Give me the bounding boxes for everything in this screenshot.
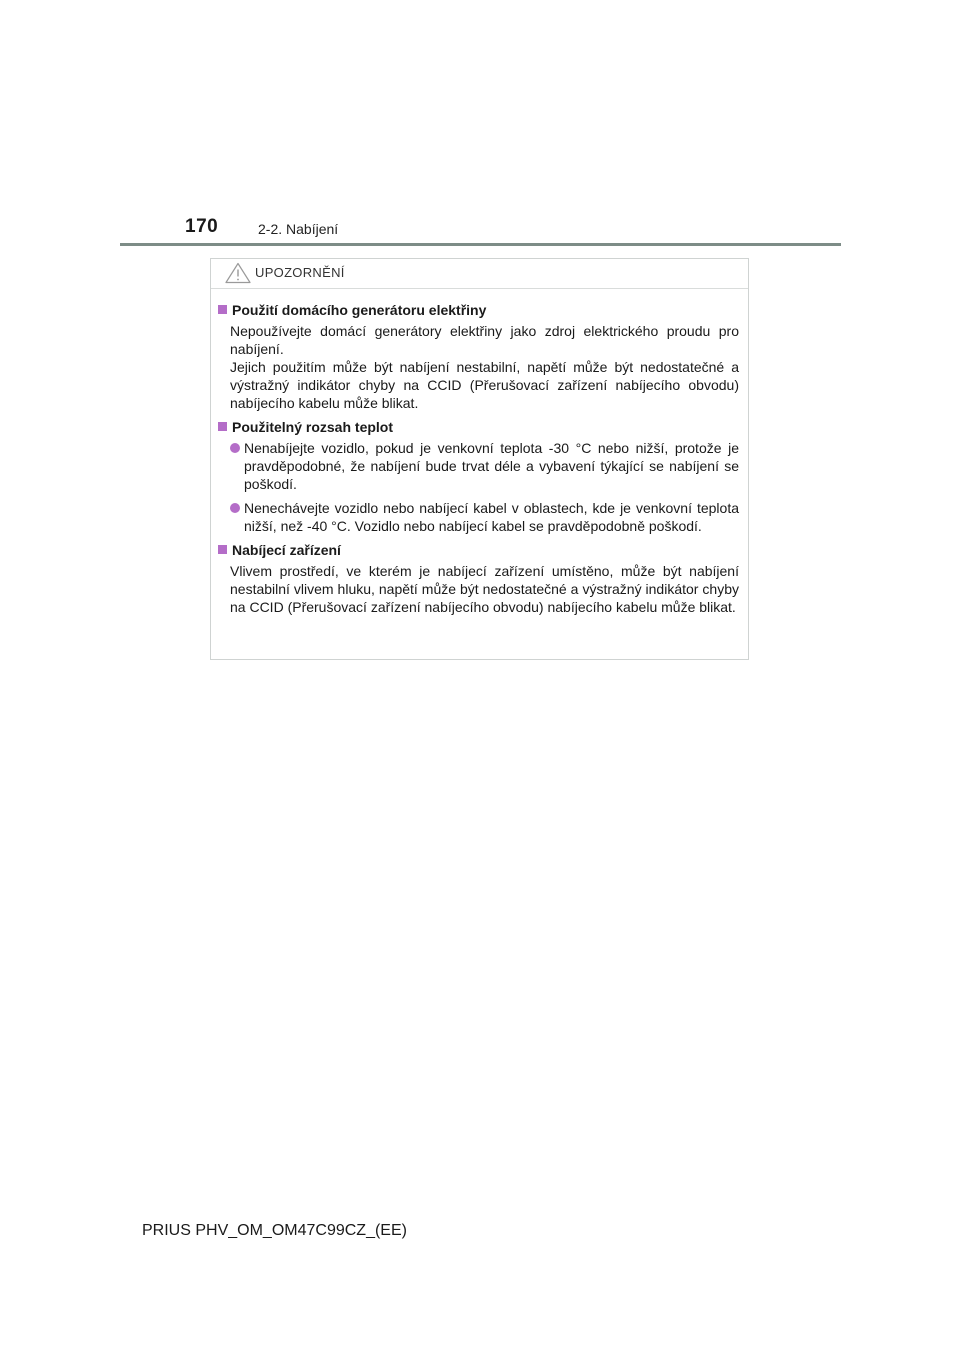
page-number: 170	[185, 216, 219, 237]
list-item	[230, 499, 739, 535]
section-heading	[218, 418, 739, 436]
section-temperature-range	[218, 418, 739, 535]
circle-bullet-icon	[230, 503, 240, 513]
section-heading-text: Použitelný rozsah teplot	[232, 419, 394, 435]
section-heading-text: Nabíjecí zařízení	[232, 542, 341, 558]
circle-bullet-icon	[230, 443, 240, 453]
header-rule	[120, 243, 841, 246]
list-item	[230, 439, 739, 493]
paragraph: Jejich použitím může být nabíjení nestabilní, napětí může být nedostatečné a výstražný indikátor chyby na CCID (Přerušovací zařízení nabíjecího obvodu) nabíjecího kabelu může blikat.	[230, 359, 739, 411]
warning-body	[211, 289, 748, 616]
warning-triangle-icon	[225, 262, 251, 284]
section-heading-text: Použití domácího generátoru elektřiny	[232, 302, 487, 318]
section-home-generator	[218, 301, 739, 412]
section-heading	[218, 301, 739, 319]
warning-title: UPOZORNĚNÍ	[255, 265, 345, 280]
square-bullet-icon	[218, 422, 227, 431]
warning-box	[210, 258, 749, 660]
section-heading	[218, 541, 739, 559]
list-item-text: Nenechávejte vozidlo nebo nabíjecí kabel v oblastech, kde je venkovní teplota nižší, než -40 °C. Vozidlo nebo nabíjecí kabel se pravděpodobně poškodí.	[244, 500, 739, 534]
section-charging-equipment	[218, 541, 739, 616]
section-title: 2-2. Nabíjení	[258, 221, 339, 237]
warning-header	[211, 259, 748, 289]
square-bullet-icon	[218, 545, 227, 554]
square-bullet-icon	[218, 305, 227, 314]
paragraph: Nepoužívejte domácí generátory elektřiny jako zdroj elektrického proudu pro nabíjení.	[230, 323, 739, 357]
list-item-text: Nenabíjejte vozidlo, pokud je venkovní teplota -30 °C nebo nižší, protože je pravděpodobné, že nabíjení bude trvat déle a vybavení týkající se nabíjení se poškodí.	[244, 440, 739, 492]
paragraph: Vlivem prostředí, ve kterém je nabíjecí zařízení umístěno, může být nabíjení nestabilní vlivem hluku, napětí může být nedostatečné a výstražný indikátor chyby na CCID (Přerušovací zařízení nabíjecího obvodu) nabíjecího kabelu může blikat.	[230, 563, 739, 615]
document-code: PRIUS PHV_OM_OM47C99CZ_(EE)	[142, 1222, 407, 1239]
